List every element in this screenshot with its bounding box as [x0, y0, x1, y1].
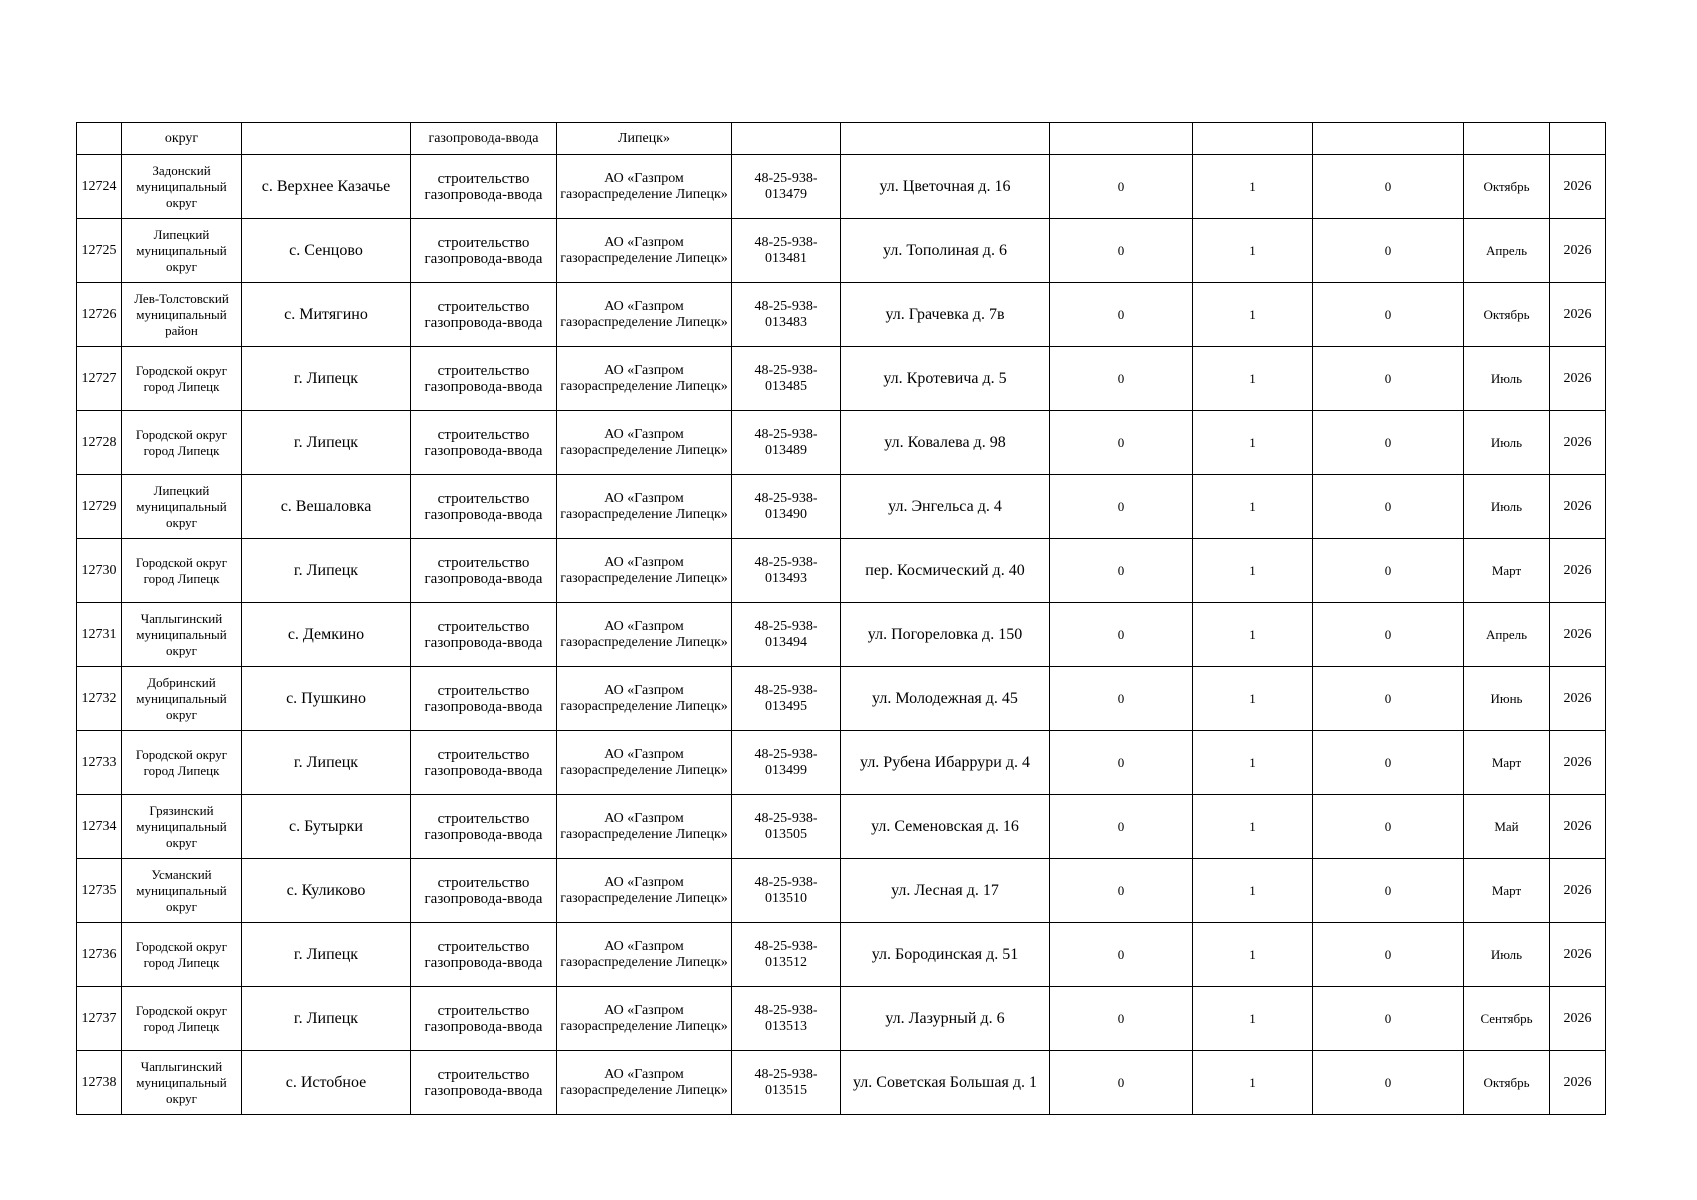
cell-year: 2026: [1550, 219, 1606, 283]
cell-month: Апрель: [1464, 603, 1550, 667]
cell-num: 12730: [77, 539, 122, 603]
cell-v3: 0: [1313, 539, 1464, 603]
cell-work: строительство газопровода-ввода: [411, 667, 557, 731]
cell-year: 2026: [1550, 667, 1606, 731]
cell-year: 2026: [1550, 859, 1606, 923]
cell-v1: 0: [1050, 283, 1193, 347]
cell-month: Сентябрь: [1464, 987, 1550, 1051]
cell-code: [732, 123, 841, 155]
cell-address: ул. Тополиная д. 6: [841, 219, 1050, 283]
cell-num: 12733: [77, 731, 122, 795]
cell-work: строительство газопровода-ввода: [411, 603, 557, 667]
cell-month: Октябрь: [1464, 155, 1550, 219]
table-row: [77, 731, 1606, 795]
cell-num: 12726: [77, 283, 122, 347]
table-row: [77, 795, 1606, 859]
cell-num: 12735: [77, 859, 122, 923]
cell-code: 48-25-938-013505: [732, 795, 841, 859]
cell-v2: 1: [1193, 603, 1313, 667]
cell-work: строительство газопровода-ввода: [411, 923, 557, 987]
cell-work: строительство газопровода-ввода: [411, 219, 557, 283]
cell-district: Чаплыгинский муниципальный округ: [122, 1051, 242, 1115]
cell-v3: 0: [1313, 1051, 1464, 1115]
cell-year: 2026: [1550, 1051, 1606, 1115]
cell-locality: [242, 123, 411, 155]
cell-code: 48-25-938-013510: [732, 859, 841, 923]
gas-connection-plan-table: [76, 122, 1606, 1115]
cell-district: Городской округ город Липецк: [122, 411, 242, 475]
cell-v3: 0: [1313, 219, 1464, 283]
table-row: [77, 411, 1606, 475]
cell-org: АО «Газпром газораспределение Липецк»: [557, 923, 732, 987]
cell-v3: 0: [1313, 603, 1464, 667]
cell-work: строительство газопровода-ввода: [411, 859, 557, 923]
cell-org: АО «Газпром газораспределение Липецк»: [557, 667, 732, 731]
cell-code: 48-25-938-013493: [732, 539, 841, 603]
cell-v2: 1: [1193, 795, 1313, 859]
cell-v1: 0: [1050, 411, 1193, 475]
cell-month: Май: [1464, 795, 1550, 859]
cell-locality: г. Липецк: [242, 347, 411, 411]
table-body: [77, 123, 1606, 1115]
cell-v1: 0: [1050, 475, 1193, 539]
cell-month: Июль: [1464, 475, 1550, 539]
cell-locality: с. Демкино: [242, 603, 411, 667]
table-row: [77, 219, 1606, 283]
cell-v3: 0: [1313, 475, 1464, 539]
cell-v2: 1: [1193, 667, 1313, 731]
cell-num: 12738: [77, 1051, 122, 1115]
cell-v1: 0: [1050, 155, 1193, 219]
cell-year: 2026: [1550, 539, 1606, 603]
cell-address: ул. Лазурный д. 6: [841, 987, 1050, 1051]
cell-code: 48-25-938-013494: [732, 603, 841, 667]
cell-district: округ: [122, 123, 242, 155]
cell-address: ул. Грачевка д. 7в: [841, 283, 1050, 347]
cell-v3: 0: [1313, 155, 1464, 219]
cell-v3: 0: [1313, 859, 1464, 923]
cell-year: 2026: [1550, 795, 1606, 859]
cell-num: [77, 123, 122, 155]
table-row: [77, 667, 1606, 731]
cell-district: Городской округ город Липецк: [122, 731, 242, 795]
cell-work: строительство газопровода-ввода: [411, 411, 557, 475]
cell-work: строительство газопровода-ввода: [411, 539, 557, 603]
cell-code: 48-25-938-013481: [732, 219, 841, 283]
cell-address: ул. Молодежная д. 45: [841, 667, 1050, 731]
cell-locality: г. Липецк: [242, 539, 411, 603]
cell-num: 12724: [77, 155, 122, 219]
cell-work: строительство газопровода-ввода: [411, 795, 557, 859]
cell-v3: 0: [1313, 731, 1464, 795]
cell-month: Июль: [1464, 411, 1550, 475]
cell-locality: г. Липецк: [242, 923, 411, 987]
cell-year: 2026: [1550, 283, 1606, 347]
cell-address: ул. Ковалева д. 98: [841, 411, 1050, 475]
cell-work: строительство газопровода-ввода: [411, 475, 557, 539]
cell-address: ул. Кротевича д. 5: [841, 347, 1050, 411]
cell-month: Октябрь: [1464, 283, 1550, 347]
cell-v1: 0: [1050, 859, 1193, 923]
table-row: [77, 155, 1606, 219]
cell-month: [1464, 123, 1550, 155]
cell-district: Городской округ город Липецк: [122, 987, 242, 1051]
cell-district: Липецкий муниципальный округ: [122, 475, 242, 539]
cell-work: строительство газопровода-ввода: [411, 987, 557, 1051]
cell-address: ул. Семеновская д. 16: [841, 795, 1050, 859]
table-row: [77, 283, 1606, 347]
cell-v2: 1: [1193, 731, 1313, 795]
cell-month: Апрель: [1464, 219, 1550, 283]
cell-month: Июль: [1464, 923, 1550, 987]
cell-num: 12728: [77, 411, 122, 475]
cell-v2: 1: [1193, 283, 1313, 347]
cell-work: строительство газопровода-ввода: [411, 1051, 557, 1115]
cell-v1: 0: [1050, 923, 1193, 987]
cell-v3: 0: [1313, 987, 1464, 1051]
cell-v2: 1: [1193, 859, 1313, 923]
cell-code: 48-25-938-013512: [732, 923, 841, 987]
cell-org: АО «Газпром газораспределение Липецк»: [557, 155, 732, 219]
cell-v1: 0: [1050, 667, 1193, 731]
cell-locality: с. Верхнее Казачье: [242, 155, 411, 219]
cell-v2: 1: [1193, 923, 1313, 987]
cell-month: Март: [1464, 731, 1550, 795]
cell-org: АО «Газпром газораспределение Липецк»: [557, 475, 732, 539]
cell-v1: 0: [1050, 795, 1193, 859]
cell-code: 48-25-938-013495: [732, 667, 841, 731]
cell-year: 2026: [1550, 603, 1606, 667]
cell-v2: 1: [1193, 347, 1313, 411]
cell-v3: 0: [1313, 411, 1464, 475]
cell-year: 2026: [1550, 923, 1606, 987]
cell-v1: 0: [1050, 603, 1193, 667]
table-row: [77, 1051, 1606, 1115]
cell-work: строительство газопровода-ввода: [411, 731, 557, 795]
cell-address: ул. Погореловка д. 150: [841, 603, 1050, 667]
table-row: [77, 539, 1606, 603]
table-row: [77, 923, 1606, 987]
cell-locality: с. Пушкино: [242, 667, 411, 731]
cell-v2: 1: [1193, 987, 1313, 1051]
table-row: [77, 475, 1606, 539]
cell-v3: 0: [1313, 795, 1464, 859]
cell-address: ул. Энгельса д. 4: [841, 475, 1050, 539]
cell-year: 2026: [1550, 987, 1606, 1051]
cell-v2: 1: [1193, 475, 1313, 539]
cell-org: АО «Газпром газораспределение Липецк»: [557, 219, 732, 283]
cell-locality: с. Сенцово: [242, 219, 411, 283]
cell-month: Июль: [1464, 347, 1550, 411]
cell-v3: [1313, 123, 1464, 155]
cell-year: [1550, 123, 1606, 155]
table-row: [77, 347, 1606, 411]
cell-v2: [1193, 123, 1313, 155]
cell-year: 2026: [1550, 731, 1606, 795]
cell-year: 2026: [1550, 475, 1606, 539]
cell-v1: 0: [1050, 539, 1193, 603]
cell-code: 48-25-938-013515: [732, 1051, 841, 1115]
cell-num: 12737: [77, 987, 122, 1051]
cell-address: ул. Рубена Ибаррури д. 4: [841, 731, 1050, 795]
cell-district: Городской округ город Липецк: [122, 347, 242, 411]
cell-num: 12727: [77, 347, 122, 411]
cell-org: Липецк»: [557, 123, 732, 155]
cell-locality: г. Липецк: [242, 731, 411, 795]
cell-v1: 0: [1050, 987, 1193, 1051]
cell-address: ул. Лесная д. 17: [841, 859, 1050, 923]
cell-work: строительство газопровода-ввода: [411, 347, 557, 411]
cell-org: АО «Газпром газораспределение Липецк»: [557, 1051, 732, 1115]
cell-month: Июнь: [1464, 667, 1550, 731]
cell-code: 48-25-938-013499: [732, 731, 841, 795]
cell-work: строительство газопровода-ввода: [411, 155, 557, 219]
cell-num: 12734: [77, 795, 122, 859]
cell-v1: 0: [1050, 219, 1193, 283]
cell-year: 2026: [1550, 347, 1606, 411]
cell-code: 48-25-938-013490: [732, 475, 841, 539]
cell-district: Городской округ город Липецк: [122, 539, 242, 603]
cell-v1: 0: [1050, 731, 1193, 795]
cell-v1: 0: [1050, 347, 1193, 411]
cell-v1: [1050, 123, 1193, 155]
table-row: [77, 859, 1606, 923]
cell-locality: с. Бутырки: [242, 795, 411, 859]
cell-org: АО «Газпром газораспределение Липецк»: [557, 987, 732, 1051]
cell-locality: с. Куликово: [242, 859, 411, 923]
cell-locality: г. Липецк: [242, 411, 411, 475]
cell-work: строительство газопровода-ввода: [411, 283, 557, 347]
cell-org: АО «Газпром газораспределение Липецк»: [557, 539, 732, 603]
cell-org: АО «Газпром газораспределение Липецк»: [557, 603, 732, 667]
cell-org: АО «Газпром газораспределение Липецк»: [557, 283, 732, 347]
cell-district: Задонский муниципальный округ: [122, 155, 242, 219]
cell-code: 48-25-938-013489: [732, 411, 841, 475]
cell-locality: г. Липецк: [242, 987, 411, 1051]
cell-work: газопровода-ввода: [411, 123, 557, 155]
cell-v2: 1: [1193, 539, 1313, 603]
cell-num: 12729: [77, 475, 122, 539]
cell-locality: с. Истобное: [242, 1051, 411, 1115]
cell-code: 48-25-938-013485: [732, 347, 841, 411]
table-row: [77, 987, 1606, 1051]
cell-address: ул. Советская Большая д. 1: [841, 1051, 1050, 1115]
cell-num: 12725: [77, 219, 122, 283]
cell-org: АО «Газпром газораспределение Липецк»: [557, 411, 732, 475]
cell-address: ул. Цветочная д. 16: [841, 155, 1050, 219]
table-row: [77, 603, 1606, 667]
cell-district: Чаплыгинский муниципальный округ: [122, 603, 242, 667]
cell-org: АО «Газпром газораспределение Липецк»: [557, 859, 732, 923]
cell-district: Городской округ город Липецк: [122, 923, 242, 987]
cell-org: АО «Газпром газораспределение Липецк»: [557, 795, 732, 859]
cell-year: 2026: [1550, 411, 1606, 475]
cell-v3: 0: [1313, 283, 1464, 347]
cell-month: Март: [1464, 859, 1550, 923]
cell-month: Октябрь: [1464, 1051, 1550, 1115]
cell-code: 48-25-938-013483: [732, 283, 841, 347]
cell-district: Липецкий муниципальный округ: [122, 219, 242, 283]
cell-code: 48-25-938-013479: [732, 155, 841, 219]
cell-v3: 0: [1313, 923, 1464, 987]
cell-code: 48-25-938-013513: [732, 987, 841, 1051]
cell-v2: 1: [1193, 219, 1313, 283]
cell-num: 12732: [77, 667, 122, 731]
cell-v3: 0: [1313, 667, 1464, 731]
cell-address: пер. Космический д. 40: [841, 539, 1050, 603]
cell-num: 12731: [77, 603, 122, 667]
cell-district: Грязинский муниципальный округ: [122, 795, 242, 859]
cell-v2: 1: [1193, 411, 1313, 475]
cell-district: Лев-Толстовский муниципальный район: [122, 283, 242, 347]
cell-v2: 1: [1193, 1051, 1313, 1115]
cell-district: Добринский муниципальный округ: [122, 667, 242, 731]
cell-v2: 1: [1193, 155, 1313, 219]
cell-org: АО «Газпром газораспределение Липецк»: [557, 347, 732, 411]
cell-month: Март: [1464, 539, 1550, 603]
cell-district: Усманский муниципальный округ: [122, 859, 242, 923]
cell-v1: 0: [1050, 1051, 1193, 1115]
cell-address: [841, 123, 1050, 155]
cell-org: АО «Газпром газораспределение Липецк»: [557, 731, 732, 795]
cell-locality: с. Митягино: [242, 283, 411, 347]
cell-locality: с. Вешаловка: [242, 475, 411, 539]
continuation-row: [77, 123, 1606, 155]
cell-address: ул. Бородинская д. 51: [841, 923, 1050, 987]
cell-year: 2026: [1550, 155, 1606, 219]
cell-v3: 0: [1313, 347, 1464, 411]
cell-num: 12736: [77, 923, 122, 987]
